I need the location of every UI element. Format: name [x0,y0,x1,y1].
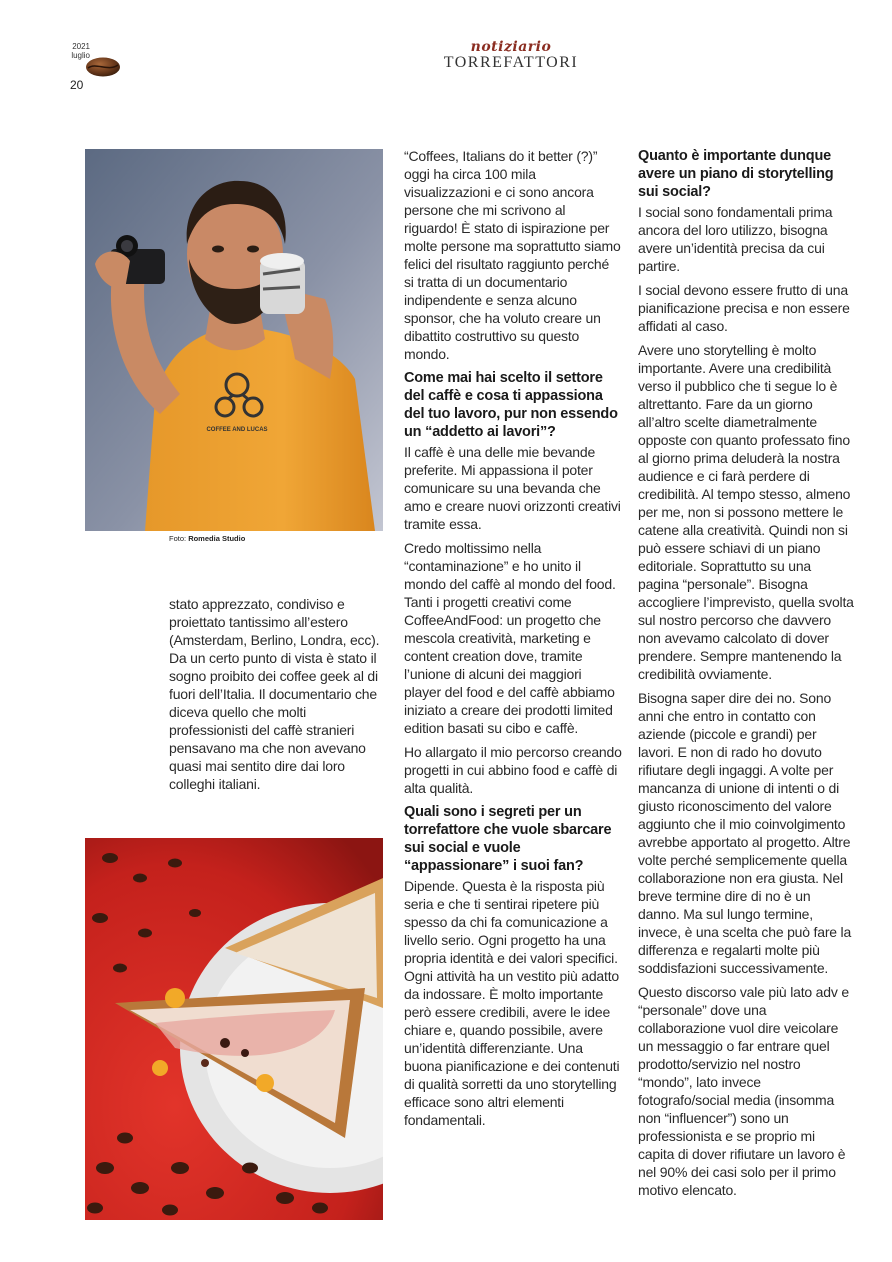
coffee-bean-icon [84,56,122,78]
paragraph: I social devono essere frutto di una pianificazione precisa e non essere affidati al caso. [638,282,850,334]
portrait-photo [85,149,383,531]
issue-month: luglio [71,51,90,60]
photo-caption [169,534,245,543]
paragraph: Avere uno storytelling è molto importante. Avere una credibilità verso il pubblico che ti segue lo è altrettanto. Fare da un giorno all’altro scelte diametralmente opposte con quanto professato fino al giorno prima deluderà la nostra audience e ci farà perdere di credibilità. Al tempo stesso, almeno per me, non si possono mettere le catene alla creatività. Quindi non si può essere schiavi di un piano editoriale. Soprattutto su una pagina “personale”. Bisogna accogliere l’imprevisto, quella svolta sul nostro percorso che davvero non avevamo calcolato di dover prendere. Sempre mantenendo la credibilità ovviamente. [638,342,854,682]
paragraph: stato apprezzato, condiviso e proiettato tantissimo all’estero (Amsterdam, Berlino, Londra, ecc). Da un certo punto di vista è stato il sogno proibito dei coffee geek al di fuori dell’Italia. Il documentario che diceva quello che molti professionisti del caffè stranieri pensavano ma che non avevano quasi mai sentito dire dai loro colleghi italiani. [169,596,380,792]
paragraph: Il caffè è una delle mie bevande preferite. Mi appassiona il poter comunicare su una bevanda che amo e creare nuovi orizzonti creativi tramite essa. [404,444,621,532]
masthead-title: TORREFATTORI [443,54,579,71]
caption-credit: Romedia Studio [188,534,246,543]
magazine-masthead [380,40,642,71]
paragraph: Bisogna saper dire dei no. Sono anni che entro in contatto con aziende (piccole e grandi) per lavori. E non di rado ho dovuto rifiutare degli ingaggi. A volte per mancanza di unione di intenti o di giusto riconoscimento del valore aggiunto che il mio coinvolgimento avrebbe apportato al progetto. Altre volte perché semplicemente quella collaborazione non era giusta. Nel breve termine dire di no è un danno. Ma sul lungo termine, invece, è una scelta che può fare la differenza e regalarti molte più soddisfazioni successivamente. [638,690,852,976]
question-heading: Come mai hai scelto il settore del caffè e cosa ti appassiona del tuo lavoro, pur non essendo un “addetto ai lavori”? [404,370,618,440]
paragraph: Dipende. Questa è la risposta più seria e che ti sentirai ripetere più spesso da chi fa comunicazione a livello serio. Ogni progetto ha una propria identità e dei valori specifici. Ogni attività ha un vestito più adatto da indossare. È molto importante però essere credibili, avere le idee chiare e, quando possibile, avere un’identità differenziante. Una buona pianificazione e dei contenuti di qualità sorretti da uno storytelling efficace sono altri elementi fondamentali. [404,878,620,1128]
paragraph: Ho allargato il mio percorso creando progetti in cui abbino food e caffè di alta qualità. [404,744,622,796]
masthead-subtitle: notiziario [470,39,552,55]
article-column-middle [404,147,622,1135]
article-column-right [638,147,854,1205]
issue-year: 2021 [72,42,90,51]
page-number: 20 [70,78,84,92]
issue-info [60,40,140,100]
paragraph: Credo moltissimo nella “contaminazione” e ho unito il mondo del caffè al mondo del food. Tanti i progetti creativi come CoffeeAndFood: un progetto che mescola creatività, marketing e content creation dove, tramite l’unione di alcuni dei maggiori player del food e del caffè abbiamo iniziato a creare dei prodotti limited edition basati su cibo e caffè. [404,540,616,736]
paragraph: I social sono fondamentali prima ancora del loro utilizzo, bisogna avere un’identità precisa da cui partire. [638,204,833,274]
food-photo [85,838,383,1220]
article-column-left [169,595,385,799]
paragraph: Questo discorso vale più lato adv e “personale” dove una collaborazione vuol dire veicolare un messaggio o far entrare quel prodotto/servizio nel nostro “mondo”, lato invece fotografo/social media (insomma non “influencer”) sono un professionista e se proprio mi capita di dover rifiutare un lavoro è nel 90% dei casi solo per il primo motivo elencato. [638,984,849,1198]
paragraph: “Coffees, Italians do it better (?)” oggi ha circa 100 mila visualizzazioni e ci sono ancora persone che mi scrivono al riguardo! È stato di ispirazione per molte persone ma soprattutto siamo felici del risultato raggiunto perché si tratta di un documentario indipendente e senza alcuno sponsor, che ha voluto creare un dibattito costruttivo su questo mondo. [404,148,621,362]
caption-prefix: Foto: [169,534,187,543]
shirt-logo-text: COFFEE AND LUCAS [206,427,268,433]
question-heading: Quali sono i segreti per un torrefattore che vuole sbarcare sui social e vuole “appassionare” i suoi fan? [404,804,612,874]
question-heading: Quanto è importante dunque avere un piano di storytelling sui social? [638,148,834,200]
